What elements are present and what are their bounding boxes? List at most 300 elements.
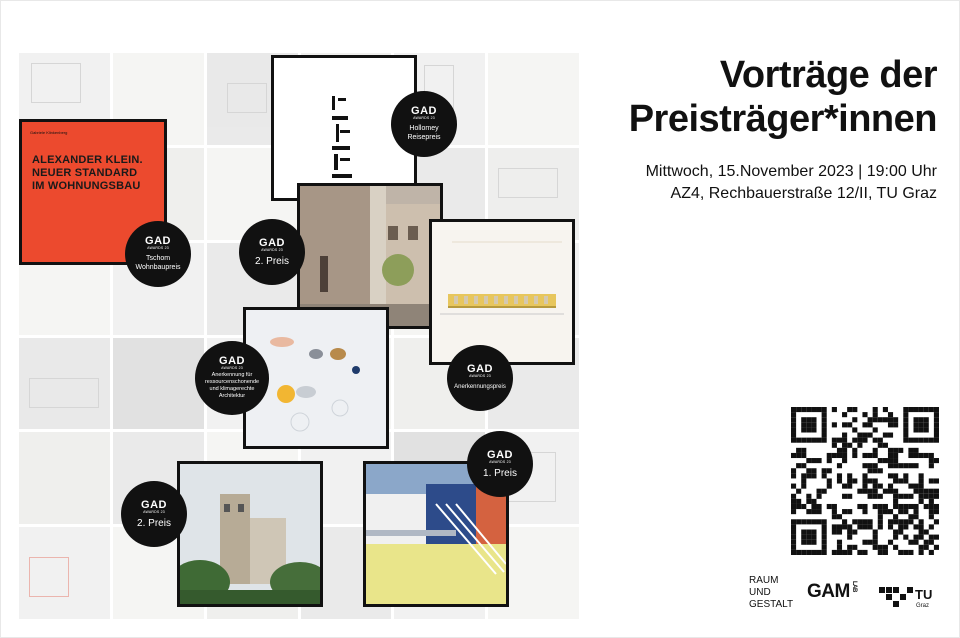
qr-module bbox=[878, 443, 883, 448]
qr-module bbox=[842, 422, 847, 427]
qr-module bbox=[929, 489, 934, 494]
qr-module bbox=[878, 468, 883, 473]
qr-module bbox=[806, 407, 811, 412]
svg-text:Graz: Graz bbox=[916, 603, 930, 609]
qr-module bbox=[883, 458, 888, 463]
qr-module bbox=[893, 417, 898, 422]
qr-module bbox=[817, 509, 822, 514]
mosaic-tile bbox=[19, 338, 110, 430]
qr-module bbox=[791, 422, 796, 427]
qr-module bbox=[898, 550, 903, 555]
qr-module bbox=[893, 473, 898, 478]
qr-module bbox=[791, 417, 796, 422]
qr-module bbox=[806, 468, 811, 473]
qr-module bbox=[868, 468, 873, 473]
qr-module bbox=[929, 463, 934, 468]
qr-module bbox=[837, 453, 842, 458]
qr-module bbox=[898, 494, 903, 499]
qr-module bbox=[842, 443, 847, 448]
qr-module bbox=[888, 509, 893, 514]
qr-module bbox=[801, 438, 806, 443]
qr-module bbox=[822, 427, 827, 432]
qr-module bbox=[913, 484, 918, 489]
qr-module bbox=[888, 422, 893, 427]
qr-module bbox=[929, 504, 934, 509]
qr-module bbox=[791, 412, 796, 417]
qr-module bbox=[801, 448, 806, 453]
qr-module bbox=[801, 453, 806, 458]
qr-module bbox=[822, 519, 827, 524]
qr-module bbox=[878, 550, 883, 555]
qr-module bbox=[852, 529, 857, 534]
qr-module bbox=[913, 535, 918, 540]
qr-module bbox=[888, 448, 893, 453]
qr-module bbox=[837, 545, 842, 550]
qr-module bbox=[868, 417, 873, 422]
qr-module bbox=[857, 438, 862, 443]
qr-module bbox=[903, 550, 908, 555]
qr-module bbox=[857, 519, 862, 524]
qr-module bbox=[934, 545, 939, 550]
qr-module bbox=[908, 540, 913, 545]
qr-module bbox=[908, 504, 913, 509]
qr-module bbox=[832, 509, 837, 514]
qr-module bbox=[822, 438, 827, 443]
qr-module bbox=[827, 484, 832, 489]
award-badge-anerkennungspreis: GAD AWARDS 23 Anerkennungspreis bbox=[447, 345, 513, 411]
qr-module bbox=[806, 417, 811, 422]
qr-module bbox=[919, 453, 924, 458]
qr-module bbox=[888, 458, 893, 463]
qr-module bbox=[873, 417, 878, 422]
qr-module bbox=[791, 540, 796, 545]
qr-module bbox=[862, 453, 867, 458]
qr-module bbox=[832, 453, 837, 458]
qr-module bbox=[842, 550, 847, 555]
qr-module bbox=[903, 504, 908, 509]
qr-module bbox=[796, 453, 801, 458]
qr-module bbox=[827, 504, 832, 509]
qr-module bbox=[929, 407, 934, 412]
qr-module bbox=[878, 519, 883, 524]
qr-module bbox=[903, 417, 908, 422]
qr-module bbox=[847, 524, 852, 529]
qr-module bbox=[873, 453, 878, 458]
qr-module bbox=[888, 519, 893, 524]
qr-module bbox=[934, 504, 939, 509]
qr-module bbox=[893, 504, 898, 509]
qr-module bbox=[878, 417, 883, 422]
qr-module bbox=[857, 524, 862, 529]
qr-module bbox=[806, 427, 811, 432]
qr-module bbox=[903, 427, 908, 432]
qr-module bbox=[822, 545, 827, 550]
qr-module bbox=[801, 504, 806, 509]
qr-module bbox=[929, 514, 934, 519]
qr-module bbox=[796, 550, 801, 555]
qr-module bbox=[842, 509, 847, 514]
mosaic-tile bbox=[19, 432, 110, 524]
qr-module bbox=[817, 489, 822, 494]
raum-und-gestalt-logo: RAUM UND GESTALT bbox=[749, 575, 794, 610]
qr-module bbox=[811, 550, 816, 555]
qr-module bbox=[837, 550, 842, 555]
qr-module bbox=[919, 478, 924, 483]
qr-module bbox=[929, 453, 934, 458]
qr-module bbox=[898, 519, 903, 524]
qr-module bbox=[913, 417, 918, 422]
qr-module bbox=[919, 499, 924, 504]
qr-module bbox=[862, 550, 867, 555]
qr-module bbox=[878, 509, 883, 514]
qr-module bbox=[868, 540, 873, 545]
qr-module bbox=[903, 473, 908, 478]
qr-module bbox=[817, 504, 822, 509]
qr-module bbox=[878, 484, 883, 489]
qr-module bbox=[847, 494, 852, 499]
qr-module bbox=[888, 417, 893, 422]
qr-module bbox=[791, 545, 796, 550]
qr-module bbox=[822, 468, 827, 473]
qr-module bbox=[888, 433, 893, 438]
qr-module bbox=[811, 427, 816, 432]
qr-module bbox=[898, 448, 903, 453]
qr-module bbox=[852, 417, 857, 422]
qr-module bbox=[811, 499, 816, 504]
qr-module bbox=[908, 494, 913, 499]
qr-module bbox=[822, 535, 827, 540]
qr-module bbox=[811, 417, 816, 422]
qr-module bbox=[852, 448, 857, 453]
qr-module bbox=[862, 433, 867, 438]
book-title: ALEXANDER KLEIN. NEUER STANDARD IM WOHNUNGSBAU bbox=[32, 154, 143, 192]
qr-module bbox=[862, 422, 867, 427]
qr-module bbox=[883, 417, 888, 422]
qr-module bbox=[796, 504, 801, 509]
qr-module bbox=[862, 524, 867, 529]
qr-module bbox=[822, 422, 827, 427]
qr-module bbox=[817, 458, 822, 463]
event-location: AZ4, Rechbauerstraße 12/II, TU Graz bbox=[670, 185, 937, 202]
qr-module bbox=[801, 484, 806, 489]
qr-module bbox=[934, 417, 939, 422]
qr-module bbox=[934, 412, 939, 417]
qr-module bbox=[908, 438, 913, 443]
qr-module bbox=[822, 407, 827, 412]
qr-module bbox=[898, 463, 903, 468]
qr-module bbox=[847, 550, 852, 555]
qr-module bbox=[893, 422, 898, 427]
qr-module bbox=[924, 453, 929, 458]
qr-module bbox=[852, 478, 857, 483]
qr-module bbox=[842, 494, 847, 499]
qr-module bbox=[913, 524, 918, 529]
qr-module bbox=[913, 427, 918, 432]
qr-module bbox=[924, 407, 929, 412]
qr-module bbox=[898, 524, 903, 529]
award-badge-first-prize: GAD AWARDS 23 1. Preis bbox=[467, 431, 533, 497]
qr-module bbox=[817, 494, 822, 499]
qr-module bbox=[908, 448, 913, 453]
qr-module bbox=[924, 489, 929, 494]
qr-module bbox=[903, 463, 908, 468]
qr-module bbox=[806, 473, 811, 478]
qr-module bbox=[908, 484, 913, 489]
qr-module bbox=[873, 468, 878, 473]
award-badge-tschom: GAD AWARDS 23 Tschom Wohnbaupreis bbox=[125, 221, 191, 287]
qr-module bbox=[796, 489, 801, 494]
qr-module bbox=[791, 427, 796, 432]
qr-module bbox=[883, 550, 888, 555]
qr-module bbox=[919, 417, 924, 422]
qr-module bbox=[908, 514, 913, 519]
qr-module bbox=[811, 473, 816, 478]
qr-module bbox=[929, 540, 934, 545]
qr-module bbox=[893, 463, 898, 468]
qr-module bbox=[924, 422, 929, 427]
qr-module bbox=[811, 458, 816, 463]
qr-module bbox=[801, 550, 806, 555]
qr-module bbox=[842, 524, 847, 529]
qr-module bbox=[934, 535, 939, 540]
qr-module bbox=[873, 545, 878, 550]
qr-module bbox=[873, 448, 878, 453]
qr-module bbox=[801, 535, 806, 540]
qr-module bbox=[837, 524, 842, 529]
qr-module bbox=[832, 524, 837, 529]
qr-module bbox=[868, 433, 873, 438]
qr-module bbox=[801, 417, 806, 422]
qr-module bbox=[903, 422, 908, 427]
qr-module bbox=[883, 489, 888, 494]
qr-module bbox=[919, 494, 924, 499]
qr-module bbox=[796, 407, 801, 412]
qr-module bbox=[801, 473, 806, 478]
qr-module bbox=[791, 535, 796, 540]
qr-module bbox=[827, 458, 832, 463]
qr-module bbox=[801, 427, 806, 432]
qr-module bbox=[903, 519, 908, 524]
qr-module bbox=[842, 448, 847, 453]
award-badge-second-prize-bottom: GAD AWARDS 23 2. Preis bbox=[121, 481, 187, 547]
qr-module bbox=[847, 443, 852, 448]
qr-module bbox=[791, 550, 796, 555]
qr-module bbox=[847, 478, 852, 483]
qr-module bbox=[903, 438, 908, 443]
qr-module bbox=[919, 473, 924, 478]
qr-module bbox=[796, 499, 801, 504]
qr-module bbox=[857, 443, 862, 448]
qr-module bbox=[862, 438, 867, 443]
qr-code[interactable] bbox=[791, 407, 939, 555]
qr-module bbox=[924, 417, 929, 422]
qr-module bbox=[913, 489, 918, 494]
qr-module bbox=[893, 458, 898, 463]
qr-module bbox=[842, 433, 847, 438]
qr-module bbox=[919, 438, 924, 443]
qr-module bbox=[929, 478, 934, 483]
qr-module bbox=[806, 438, 811, 443]
qr-module bbox=[796, 463, 801, 468]
qr-module bbox=[913, 509, 918, 514]
qr-module bbox=[862, 412, 867, 417]
qr-module bbox=[817, 407, 822, 412]
qr-module bbox=[919, 519, 924, 524]
qr-module bbox=[862, 509, 867, 514]
qr-module bbox=[852, 438, 857, 443]
qr-module bbox=[873, 535, 878, 540]
qr-module bbox=[893, 453, 898, 458]
qr-module bbox=[878, 545, 883, 550]
svg-text:TU: TU bbox=[915, 587, 933, 602]
qr-module bbox=[924, 504, 929, 509]
qr-module bbox=[929, 535, 934, 540]
qr-module bbox=[801, 519, 806, 524]
qr-module bbox=[791, 484, 796, 489]
qr-module bbox=[873, 438, 878, 443]
qr-module bbox=[791, 468, 796, 473]
qr-module bbox=[862, 484, 867, 489]
qr-module bbox=[822, 433, 827, 438]
qr-module bbox=[806, 519, 811, 524]
qr-module bbox=[796, 438, 801, 443]
award-badge-second-prize-top: GAD AWARDS 23 2. Preis bbox=[239, 219, 305, 285]
qr-module bbox=[903, 478, 908, 483]
mosaic-tile bbox=[19, 527, 110, 619]
tower-photo bbox=[177, 461, 323, 607]
qr-module bbox=[913, 448, 918, 453]
qr-module bbox=[893, 499, 898, 504]
qr-module bbox=[791, 494, 796, 499]
qr-module bbox=[842, 412, 847, 417]
qr-module bbox=[811, 504, 816, 509]
qr-module bbox=[929, 550, 934, 555]
qr-module bbox=[873, 540, 878, 545]
qr-module bbox=[898, 509, 903, 514]
qr-module bbox=[934, 489, 939, 494]
qr-module bbox=[791, 407, 796, 412]
qr-module bbox=[791, 433, 796, 438]
qr-module bbox=[919, 484, 924, 489]
qr-module bbox=[908, 463, 913, 468]
qr-module bbox=[908, 453, 913, 458]
qr-module bbox=[919, 524, 924, 529]
qr-module bbox=[888, 463, 893, 468]
qr-module bbox=[888, 484, 893, 489]
qr-module bbox=[806, 535, 811, 540]
qr-module bbox=[868, 519, 873, 524]
qr-module bbox=[903, 433, 908, 438]
qr-module bbox=[791, 524, 796, 529]
qr-module bbox=[868, 489, 873, 494]
qr-module bbox=[796, 448, 801, 453]
qr-module bbox=[862, 489, 867, 494]
mosaic-tile bbox=[488, 53, 579, 145]
qr-module bbox=[924, 540, 929, 545]
qr-module bbox=[862, 473, 867, 478]
qr-module bbox=[827, 478, 832, 483]
qr-module bbox=[832, 443, 837, 448]
qr-module bbox=[811, 422, 816, 427]
qr-module bbox=[868, 463, 873, 468]
qr-module bbox=[868, 478, 873, 483]
qr-module bbox=[847, 509, 852, 514]
qr-module bbox=[934, 509, 939, 514]
qr-module bbox=[888, 473, 893, 478]
qr-module bbox=[913, 422, 918, 427]
page-title: Vorträge der Preisträger*innen bbox=[628, 54, 937, 140]
qr-module bbox=[893, 478, 898, 483]
qr-module bbox=[934, 407, 939, 412]
qr-module bbox=[822, 550, 827, 555]
qr-module bbox=[862, 463, 867, 468]
qr-module bbox=[862, 504, 867, 509]
gam-lab-logo: GAMLAB bbox=[807, 581, 857, 602]
qr-module bbox=[873, 412, 878, 417]
qr-module bbox=[847, 529, 852, 534]
qr-module bbox=[919, 407, 924, 412]
qr-module bbox=[883, 509, 888, 514]
qr-module bbox=[832, 529, 837, 534]
qr-module bbox=[893, 545, 898, 550]
qr-module bbox=[878, 514, 883, 519]
qr-module bbox=[827, 453, 832, 458]
qr-module bbox=[862, 540, 867, 545]
qr-module bbox=[934, 494, 939, 499]
qr-module bbox=[913, 407, 918, 412]
qr-module bbox=[883, 443, 888, 448]
qr-module bbox=[893, 529, 898, 534]
qr-module bbox=[908, 519, 913, 524]
qr-module bbox=[832, 550, 837, 555]
qr-module bbox=[837, 473, 842, 478]
event-datetime: Mittwoch, 15.November 2023 | 19:00 Uhr bbox=[645, 163, 937, 180]
qr-module bbox=[791, 499, 796, 504]
qr-module bbox=[806, 422, 811, 427]
qr-module bbox=[934, 478, 939, 483]
qr-module bbox=[811, 438, 816, 443]
qr-module bbox=[868, 494, 873, 499]
qr-module bbox=[837, 448, 842, 453]
qr-module bbox=[801, 540, 806, 545]
qr-module bbox=[868, 524, 873, 529]
qr-module bbox=[913, 514, 918, 519]
qr-module bbox=[852, 453, 857, 458]
qr-module bbox=[878, 524, 883, 529]
qr-module bbox=[919, 489, 924, 494]
qr-module bbox=[878, 494, 883, 499]
qr-module bbox=[873, 427, 878, 432]
qr-module bbox=[862, 519, 867, 524]
qr-module bbox=[873, 463, 878, 468]
qr-module bbox=[868, 453, 873, 458]
qr-module bbox=[878, 458, 883, 463]
qr-module bbox=[847, 545, 852, 550]
qr-module bbox=[842, 438, 847, 443]
qr-module bbox=[801, 529, 806, 534]
qr-module bbox=[837, 478, 842, 483]
qr-module bbox=[822, 412, 827, 417]
qr-module bbox=[913, 504, 918, 509]
qr-module bbox=[801, 478, 806, 483]
qr-module bbox=[832, 422, 837, 427]
qr-module bbox=[847, 422, 852, 427]
qr-module bbox=[934, 458, 939, 463]
qr-module bbox=[827, 468, 832, 473]
qr-module bbox=[873, 478, 878, 483]
qr-module bbox=[847, 473, 852, 478]
qr-module bbox=[811, 509, 816, 514]
